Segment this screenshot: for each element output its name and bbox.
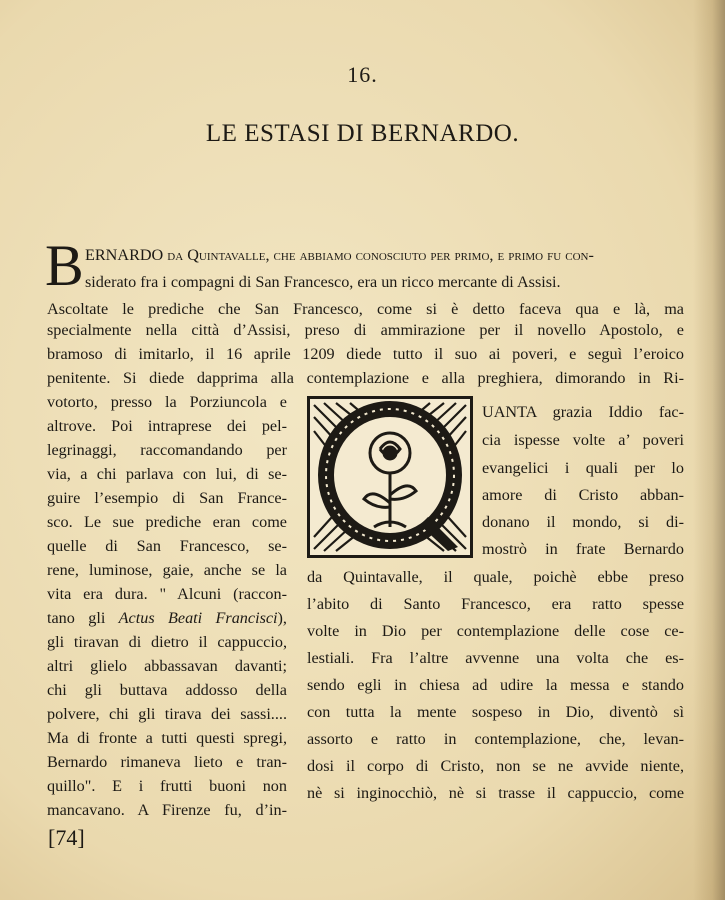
woodcut-flower-svg (310, 399, 470, 555)
left-column-line: polvere, chi gli tirava dei sassi.... (47, 705, 287, 723)
left-column-line: gli tiravan di dietro il cappuccio, (47, 633, 287, 651)
right-column-line: da Quintavalle, il quale, poichè ebbe preso (307, 568, 684, 586)
right-column-line: amore di Cristo abban- (482, 486, 684, 504)
left-column-line: chi gli buttava addosso della (47, 681, 287, 699)
text-line: ERNARDO da Quintavalle, che abbiamo conosciuto per primo, e primo fu con- (85, 246, 594, 264)
left-column-line: rene, luminose, gaie, anche se la (47, 561, 287, 579)
text-line: Ascoltate le prediche che San Francesco, come si è detto faceva qua e là, ma (47, 300, 684, 318)
left-column-line: sco. Le sue prediche eran come (47, 513, 287, 531)
left-column-line: legrinaggi, raccomandando per (47, 441, 287, 459)
right-column-line: dosi il corpo di Cristo, non se ne avvide niente, (307, 757, 684, 775)
left-column-line: via, a chi parlava con lui, di se- (47, 465, 287, 483)
drop-cap-b: B (45, 233, 84, 298)
right-column-line: donano il mondo, si di- (482, 513, 684, 531)
right-column-line: nè si inginocchiò, nè si trasse il cappuccio, come (307, 784, 684, 802)
text-run: ), (277, 609, 287, 627)
right-column-line: assorto e ratto in contemplazione, che, levan- (307, 730, 684, 748)
left-column-line: guire l’esempio di San France- (47, 489, 287, 507)
right-column-line: con tutta la mente sospeso in Dio, diventò sì (307, 703, 684, 721)
left-column-line: altrove. Poi intraprese dei pel- (47, 417, 287, 435)
left-column-line: vita era dura. " Alcuni (raccon- (47, 585, 287, 603)
right-column-line: sendo egli in chiesa ad udire la messa e stando (307, 676, 684, 694)
left-column-line: quillo". E i frutti buoni non (47, 777, 287, 795)
chapter-title: LE ESTASI DI BERNARDO. (205, 120, 520, 147)
woodcut-flower-initial-q-icon (307, 396, 473, 558)
page-folio-number: [74] (48, 825, 85, 850)
right-column-line: lestiali. Fra l’altre avvenne una volta che es- (307, 649, 684, 667)
right-column-line: l’abito di Santo Francesco, era ratto spesse (307, 595, 684, 613)
text-line: penitente. Si diede dapprima alla contemplazione e alla preghiera, dimorando in Ri- (47, 369, 684, 387)
text-line: specialmente nella città d’Assisi, preso di ammirazione per il novello Apostolo, e (47, 321, 684, 339)
left-column-line: quelle di San Francesco, se- (47, 537, 287, 555)
text-line: siderato fra i compagni di San Francesco, era un ricco mercante di Assisi. (85, 273, 561, 291)
left-column-line: votorto, presso la Porziuncola e (47, 393, 287, 411)
right-column-line: mostrò in frate Bernardo (482, 540, 684, 558)
left-column-line: mancavano. A Firenze fu, d’in- (47, 801, 287, 819)
left-column-line: altri glielo abbassavan davanti; (47, 657, 287, 675)
right-column-line: UANTA grazia Iddio fac- (482, 403, 684, 421)
right-column-line: cia ispesse volte a’ poveri (482, 431, 684, 449)
text-line: bramoso di imitarlo, il 16 aprile 1209 diede tutto il suo ai poveri, e seguì l’eroico (47, 345, 684, 363)
left-column-line: Ma di fronte a tutti questi spregi, (47, 729, 287, 747)
italic-title-actus: Actus Beati Francisci (118, 609, 278, 627)
right-column-line: evangelici i quali per lo (482, 459, 684, 477)
chapter-number: 16. (347, 62, 378, 87)
right-column-line: volte in Dio per contemplazione delle cose ce- (307, 622, 684, 640)
left-column-line (47, 608, 287, 628)
left-column-line: Bernardo rimaneva lieto e tran- (47, 753, 287, 771)
text-run: tano gli (47, 609, 119, 627)
